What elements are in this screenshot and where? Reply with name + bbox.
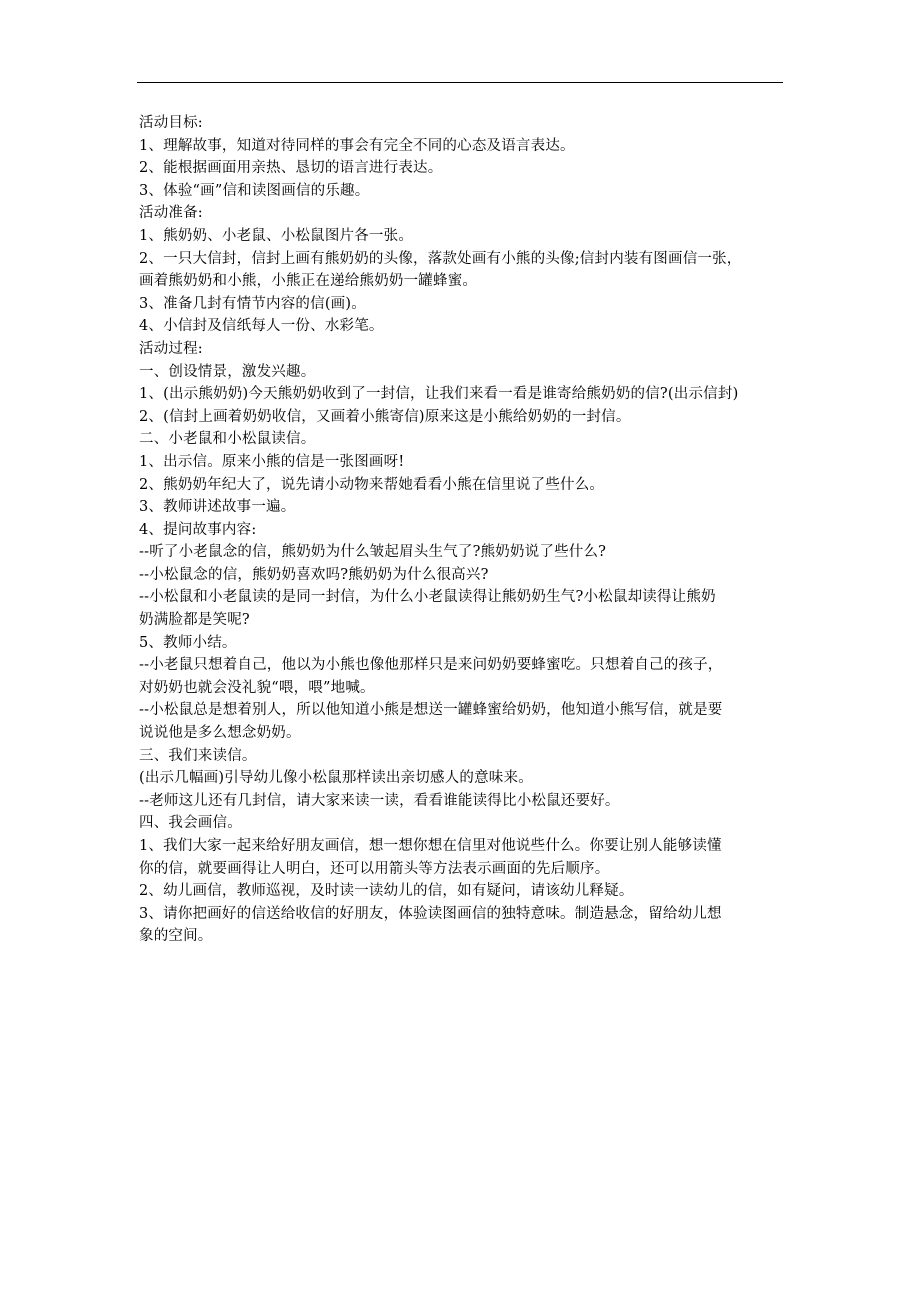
text-line: 3、体验“画”信和读图画信的乐趣。 bbox=[139, 182, 370, 199]
text-line: --老师这儿还有几封信，请大家来读一读，看看谁能读得比小松鼠还要好。 bbox=[139, 792, 620, 809]
text-line: 活动过程: bbox=[139, 340, 203, 357]
text-line: 1、出示信。原来小熊的信是一张图画呀! bbox=[139, 453, 405, 470]
text-line: --小松鼠和小老鼠读的是同一封信，为什么小老鼠读得让熊奶奶生气?小松鼠却读得让熊奶 bbox=[139, 589, 716, 606]
text-line: 说说他是多么想念奶奶。 bbox=[139, 725, 301, 742]
text-line: 你的信，就要画得让人明白，还可以用箭头等方法表示画面的先后顺序。 bbox=[139, 860, 610, 877]
text-line: 活动目标: bbox=[139, 115, 203, 131]
text-line: 3、请你把画好的信送给收信的好朋友，体验读图画信的独特意味。制造悬念，留给幼儿想 bbox=[139, 905, 722, 922]
text-line: 5、教师小结。 bbox=[139, 634, 237, 651]
text-line: 象的空间。 bbox=[139, 928, 213, 945]
text-line: 4、提问故事内容: bbox=[139, 521, 257, 538]
text-line: 画着熊奶奶和小熊，小熊正在递给熊奶奶一罐蜂蜜。 bbox=[139, 273, 478, 290]
text-line: 2、一只大信封，信封上画有熊奶奶的头像，落款处画有小熊的头像;信封内装有图画信一张， bbox=[139, 250, 742, 267]
document-body bbox=[139, 112, 791, 948]
text-line: 2、幼儿画信，教师巡视，及时读一读幼儿的信，如有疑问，请该幼儿释疑。 bbox=[139, 883, 634, 900]
text-line: 1、(出示熊奶奶)今天熊奶奶收到了一封信，让我们来看一看是谁寄给熊奶奶的信?(出示信封) bbox=[139, 386, 739, 403]
text-line: 3、教师讲述故事一遍。 bbox=[139, 499, 296, 516]
text-line: 奶满脸都是笑呢? bbox=[139, 612, 250, 629]
text-line: 四、我会画信。 bbox=[139, 815, 242, 832]
text-line: 4、小信封及信纸每人一份、水彩笔。 bbox=[139, 318, 384, 335]
text-line: 1、理解故事，知道对待同样的事会有完全不同的心态及语言表达。 bbox=[139, 137, 575, 154]
header-rule bbox=[137, 82, 783, 83]
text-line: 1、熊奶奶、小老鼠、小松鼠图片各一张。 bbox=[139, 227, 414, 244]
text-line: 对奶奶也就会没礼貌“喂，喂”地喊。 bbox=[139, 679, 375, 696]
text-line: 3、准备几封有情节内容的信(画)。 bbox=[139, 295, 366, 312]
text-line: (出示几幅画)引导幼儿像小松鼠那样读出亲切感人的意味来。 bbox=[139, 770, 533, 787]
text-line: 三、我们来读信。 bbox=[139, 747, 257, 764]
text-line: 2、熊奶奶年纪大了，说先请小动物来帮她看看小熊在信里说了些什么。 bbox=[139, 476, 605, 493]
text-line: 二、小老鼠和小松鼠读信。 bbox=[139, 431, 316, 448]
text-line: --小松鼠念的信，熊奶奶喜欢吗?熊奶奶为什么很高兴? bbox=[139, 566, 489, 583]
text-line: 2、能根据画面用亲热、恳切的语言进行表达。 bbox=[139, 160, 443, 177]
text-line: --小老鼠只想着自己，他以为小熊也像他那样只是来问奶奶要蜂蜜吃。只想着自己的孩子， bbox=[139, 657, 723, 674]
text-line: --小松鼠总是想着别人，所以他知道小熊是想送一罐蜂蜜给奶奶，他知道小熊写信，就是要 bbox=[139, 702, 723, 719]
text-line: 一、创设情景，激发兴趣。 bbox=[139, 363, 316, 380]
text-line: 2、(信封上画着奶奶收信，又画着小熊寄信)原来这是小熊给奶奶的一封信。 bbox=[139, 408, 631, 425]
text-line: --听了小老鼠念的信，熊奶奶为什么皱起眉头生气了?熊奶奶说了些什么? bbox=[139, 544, 607, 561]
text-line: 1、我们大家一起来给好朋友画信，想一想你想在信里对他说些什么。你要让别人能够读懂 bbox=[139, 838, 722, 854]
text-line: 活动准备: bbox=[139, 205, 203, 222]
